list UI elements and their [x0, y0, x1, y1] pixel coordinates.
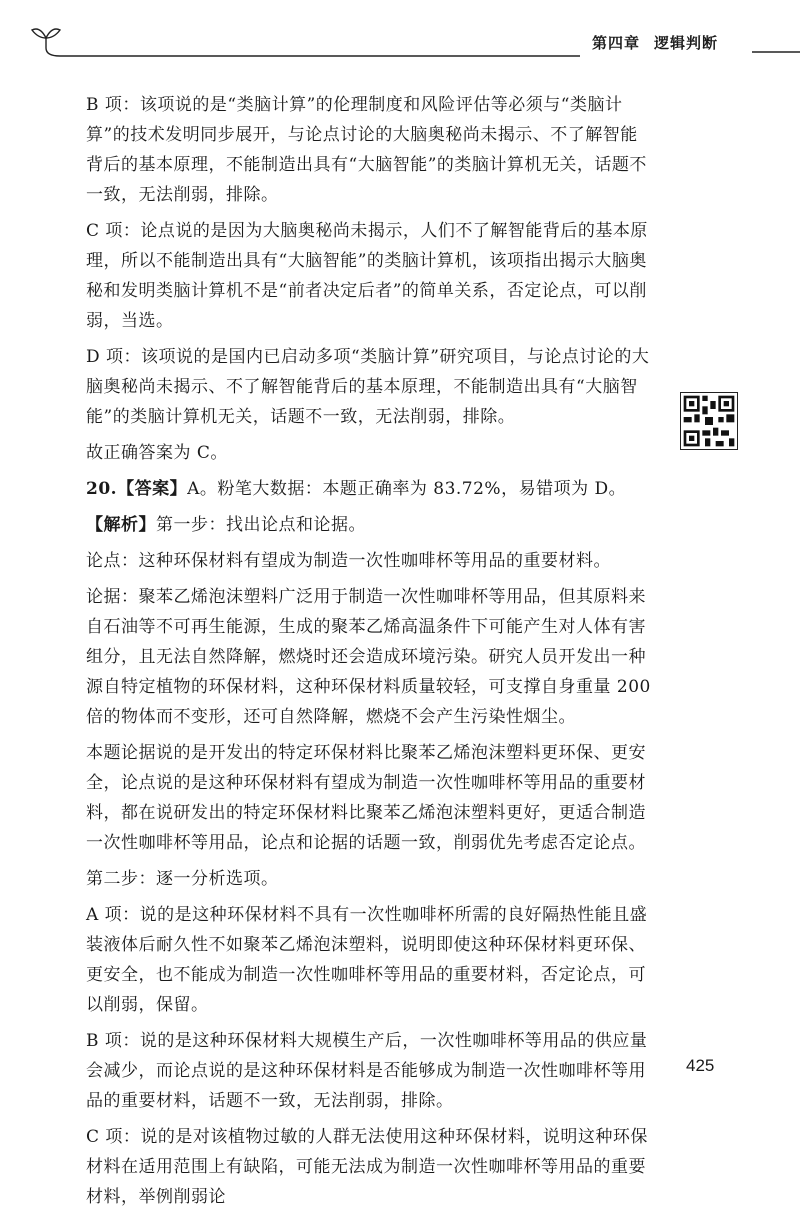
page-number: 425 — [686, 1056, 715, 1075]
paragraph: A 项：说的是这种环保材料不具有一次性咖啡杯所需的良好隔热性能且盛装液体后耐久性不如聚苯乙烯泡沫塑料，说明即使这种环保材料更环保、更安全，也不能成为制造一次性咖啡杯等用品的重要材料，否定论点，可以削弱，保留。 — [86, 905, 648, 1015]
paragraph: 论据：聚苯乙烯泡沫塑料广泛用于制造一次性咖啡杯等用品，但其原料来自石油等不可再生能源，生成的聚苯乙烯高温条件下可能产生对人体有害组分，且无法自然降解，燃烧时还会造成环境污染。研究人员开发出一种源自特定植物的环保材料，这种环保材料质量较轻，可支撑自身重量 200 倍的物体而不变形，还可自然降解，燃烧不会产生污染性烟尘。 — [86, 587, 651, 727]
paragraph: 本题论据说的是开发出的特定环保材料比聚苯乙烯泡沫塑料更环保、更安全，论点说的是这种环保材料有望成为制造一次性咖啡杯等用品的重要材料，都在说研发出的特定环保材料比聚苯乙烯泡沫塑料更好，更适合制造一次性咖啡杯等用品，论点和论据的话题一致，削弱优先考虑否定论点。 — [86, 743, 646, 853]
analysis-text: 第一步：找出论点和论据。 — [156, 515, 366, 535]
paragraph: 论点：这种环保材料有望成为制造一次性咖啡杯等用品的重要材料。 — [86, 551, 611, 571]
qr-code-icon[interactable] — [680, 392, 738, 450]
sprout-icon — [32, 29, 580, 56]
answer-text: A。粉笔大数据：本题正确率为 83.72%，易错项为 D。 — [187, 479, 627, 499]
answer-label: 【答案】 — [117, 479, 188, 499]
paragraph: 第二步：逐一分析选项。 — [86, 869, 279, 889]
paragraph: C 项：说的是对该植物过敏的人群无法使用这种环保材料，说明这种环保材料在适用范围上有缺陷，可能无法成为制造一次性咖啡杯等用品的重要材料，举例削弱论 — [86, 1127, 648, 1207]
paragraph: B 项：该项说的是“类脑计算”的伦理制度和风险评估等必须与“类脑计算”的技术发明同步展开，与论点讨论的大脑奥秘尚未揭示、不了解智能背后的基本原理，不能制造出具有“大脑智能”的类脑计算机无关，话题不一致，无法削弱，排除。 — [86, 95, 647, 205]
paragraph: 故正确答案为 C。 — [86, 443, 228, 463]
paragraph: C 项：论点说的是因为大脑奥秘尚未揭示，人们不了解智能背后的基本原理，所以不能制造出具有“大脑智能”的类脑计算机，该项指出揭示大脑奥秘和发明类脑计算机不是“前者决定后者”的简单关系，否定论点，可以削弱，当选。 — [86, 221, 648, 331]
answer-line — [86, 474, 654, 504]
question-number: 20. — [86, 479, 118, 499]
section-title: 逻辑判断 — [654, 34, 719, 52]
page-body — [86, 90, 654, 1218]
analysis-label: 【解析】 — [86, 515, 156, 535]
chapter-number: 第四章 — [592, 34, 641, 52]
chapter-title — [592, 32, 732, 53]
page-header — [0, 0, 800, 70]
analysis-line — [86, 510, 654, 540]
paragraph: D 项：该项说的是国内已启动多项“类脑计算”研究项目，与论点讨论的大脑奥秘尚未揭示、不了解智能背后的基本原理，不能制造出具有“大脑智能”的类脑计算机无关，话题不一致，无法削弱，排除。 — [86, 347, 650, 427]
paragraph: B 项：说的是这种环保材料大规模生产后，一次性咖啡杯等用品的供应量会减少，而论点说的是这种环保材料是否能够成为制造一次性咖啡杯等用品的重要材料，话题不一致，无法削弱，排除。 — [86, 1031, 648, 1111]
